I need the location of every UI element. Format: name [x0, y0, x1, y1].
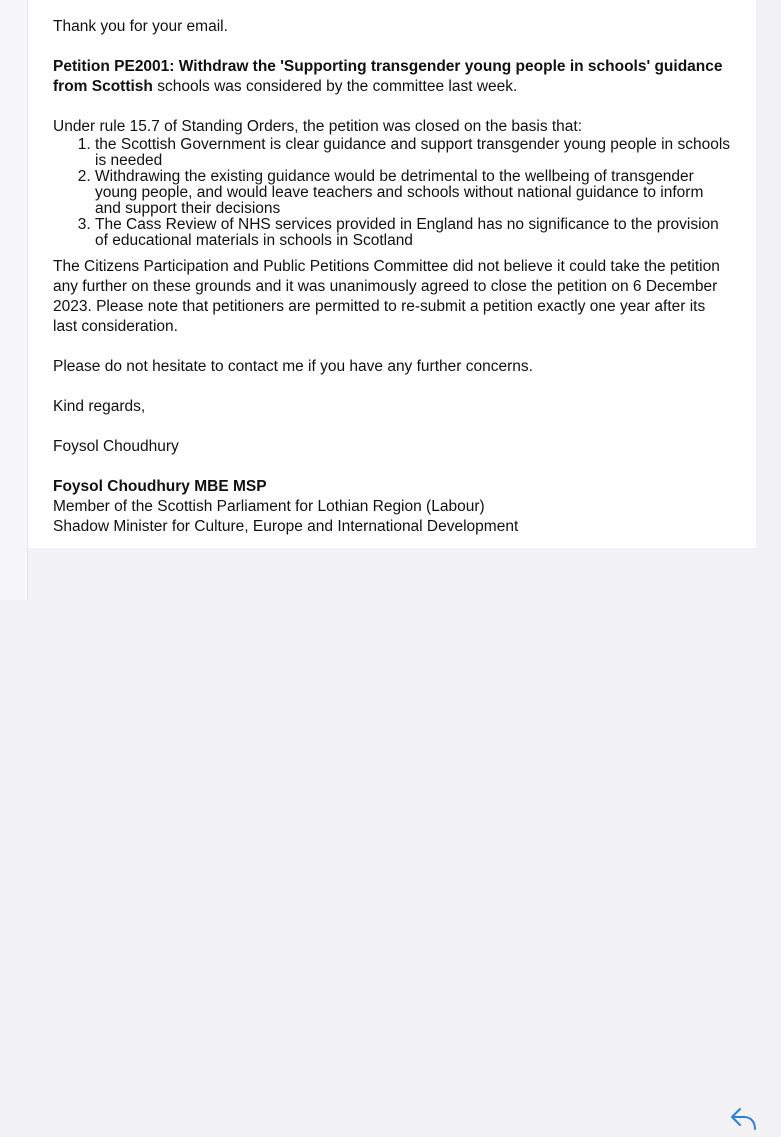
reply-icon[interactable] [730, 1106, 758, 1132]
committee-paragraph: The Citizens Participation and Public Petitions Committee did not believe it could take the petition any further on these grounds and it was unanimously agreed to close the petition on 6 December 2023. Please note that petitioners are permitted to re-submit a petition exactly one year after its last consideration. [53, 258, 720, 335]
petition-paragraph [53, 57, 733, 97]
left-pane-edge [0, 0, 28, 600]
greeting-text: Thank you for your email. [53, 18, 228, 35]
right-gutter [756, 0, 781, 600]
signature-role-2: Shadow Minister for Culture, Europe and International Development [53, 518, 519, 535]
message-toolbar [28, 548, 756, 600]
signature-role-1: Member of the Scottish Parliament for Lothian Region (Labour) [53, 498, 485, 515]
petition-title: Petition PE2001: Withdraw the 'Supporting transgender young people in schools' guidance from Scottish [53, 58, 723, 95]
list-item: 2. Withdrawing the existing guidance would be detrimental to the wellbeing of transgender young people, and would leave teachers and schools without national guidance to inform and support their decisions [95, 169, 733, 217]
message-content [53, 17, 733, 537]
signoff-text: Kind regards, [53, 398, 146, 415]
rule-intro: Under rule 15.7 of Standing Orders, the petition was closed on the basis that: [53, 118, 583, 135]
list-item: 3. The Cass Review of NHS services provided in England has no significance to the provision of educational materials in schools in Scotland [95, 217, 733, 249]
signature-title: Foysol Choudhury MBE MSP [53, 478, 267, 495]
list-item: 1. the Scottish Government is clear guidance and support transgender young people in schools is needed [95, 137, 733, 169]
reasons-list [53, 137, 733, 249]
petition-rest: schools was considered by the committee last week. [152, 78, 518, 95]
signature-name: Foysol Choudhury [53, 438, 179, 455]
message-body [28, 0, 756, 548]
contact-paragraph: Please do not hesitate to contact me if you have any further concerns. [53, 358, 533, 375]
